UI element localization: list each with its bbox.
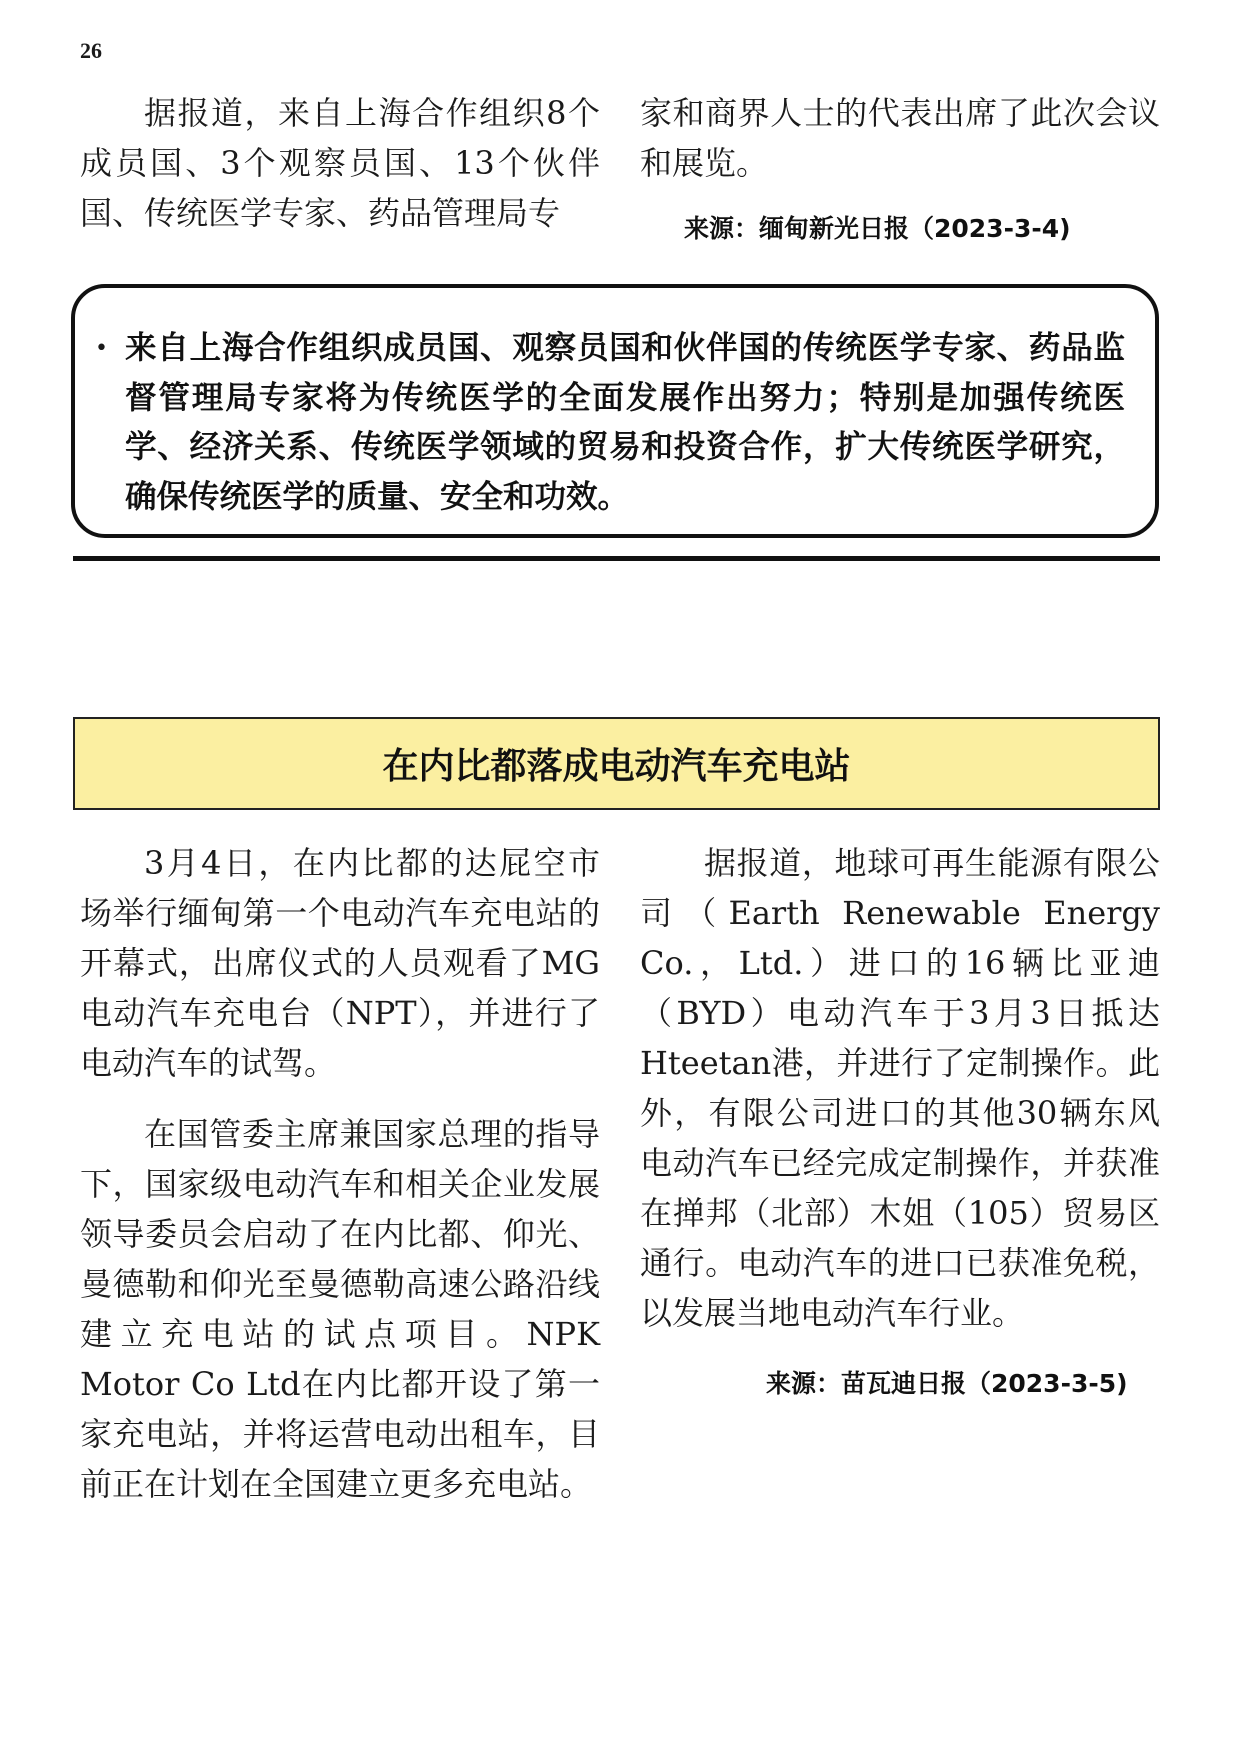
article-left-column — [80, 838, 600, 1509]
top-article-paragraph: 据报道，来自上海合作组织8个成员国、3个观察员国、13个伙伴国、传统医学专家、药品管理局专 — [80, 94, 600, 232]
top-article-left-column — [80, 88, 600, 238]
top-article-source: 来源：缅甸新光日报（2023-3-4) — [684, 214, 1071, 243]
page-number: 26 — [80, 38, 102, 63]
article-title-banner — [73, 717, 1160, 810]
article-paragraph: 3月4日，在内比都的达屁空市场举行缅甸第一个电动汽车充电站的开幕式，出席仪式的人员观看了MG电动汽车充电台（NPT），并进行了电动汽车的试驾。 — [80, 844, 600, 1082]
article-paragraph: 据报道，地球可再生能源有限公司（Earth Renewable Energy Co.，Ltd.）进口的16辆比亚迪（BYD）电动汽车于3月3日抵达Hteetan港，并进行了定制操作。此外，有限公司进口的其他30辆东风电动汽车已经完成定制操作，并获准在掸邦（北部）木姐（105）贸易区通行。电动汽车的进口已获准免税，以发展当地电动汽车行业。 — [640, 844, 1160, 1332]
article-title: 在内比都落成电动汽车充电站 — [382, 746, 851, 787]
bullet-icon: • — [95, 336, 108, 361]
callout-text: 来自上海合作组织成员国、观察员国和伙伴国的传统医学专家、药品监督管理局专家将为传统医学的全面发展作出努力；特别是加强传统医学、经济关系、传统医学领域的贸易和投资合作，扩大传统医学研究，确保传统医学的质量、安全和功效。 — [125, 330, 1125, 515]
top-article-right-column — [640, 88, 1160, 188]
article-right-column — [640, 838, 1160, 1338]
section-divider — [73, 556, 1160, 561]
article-paragraph: 在国管委主席兼国家总理的指导下，国家级电动汽车和相关企业发展领导委员会启动了在内比都、仰光、曼德勒和仰光至曼德勒高速公路沿线建立充电站的试点项目。NPK Motor Co Ltd在内比都开设了第一家充电站，并将运营电动出租车，目前正在计划在全国建立更多充电站。 — [80, 1115, 600, 1503]
top-article-paragraph-continued: 家和商界人士的代表出席了此次会议和展览。 — [640, 94, 1160, 182]
key-points-callout — [71, 284, 1159, 538]
article-source: 来源：苗瓦迪日报（2023-3-5) — [766, 1369, 1128, 1398]
